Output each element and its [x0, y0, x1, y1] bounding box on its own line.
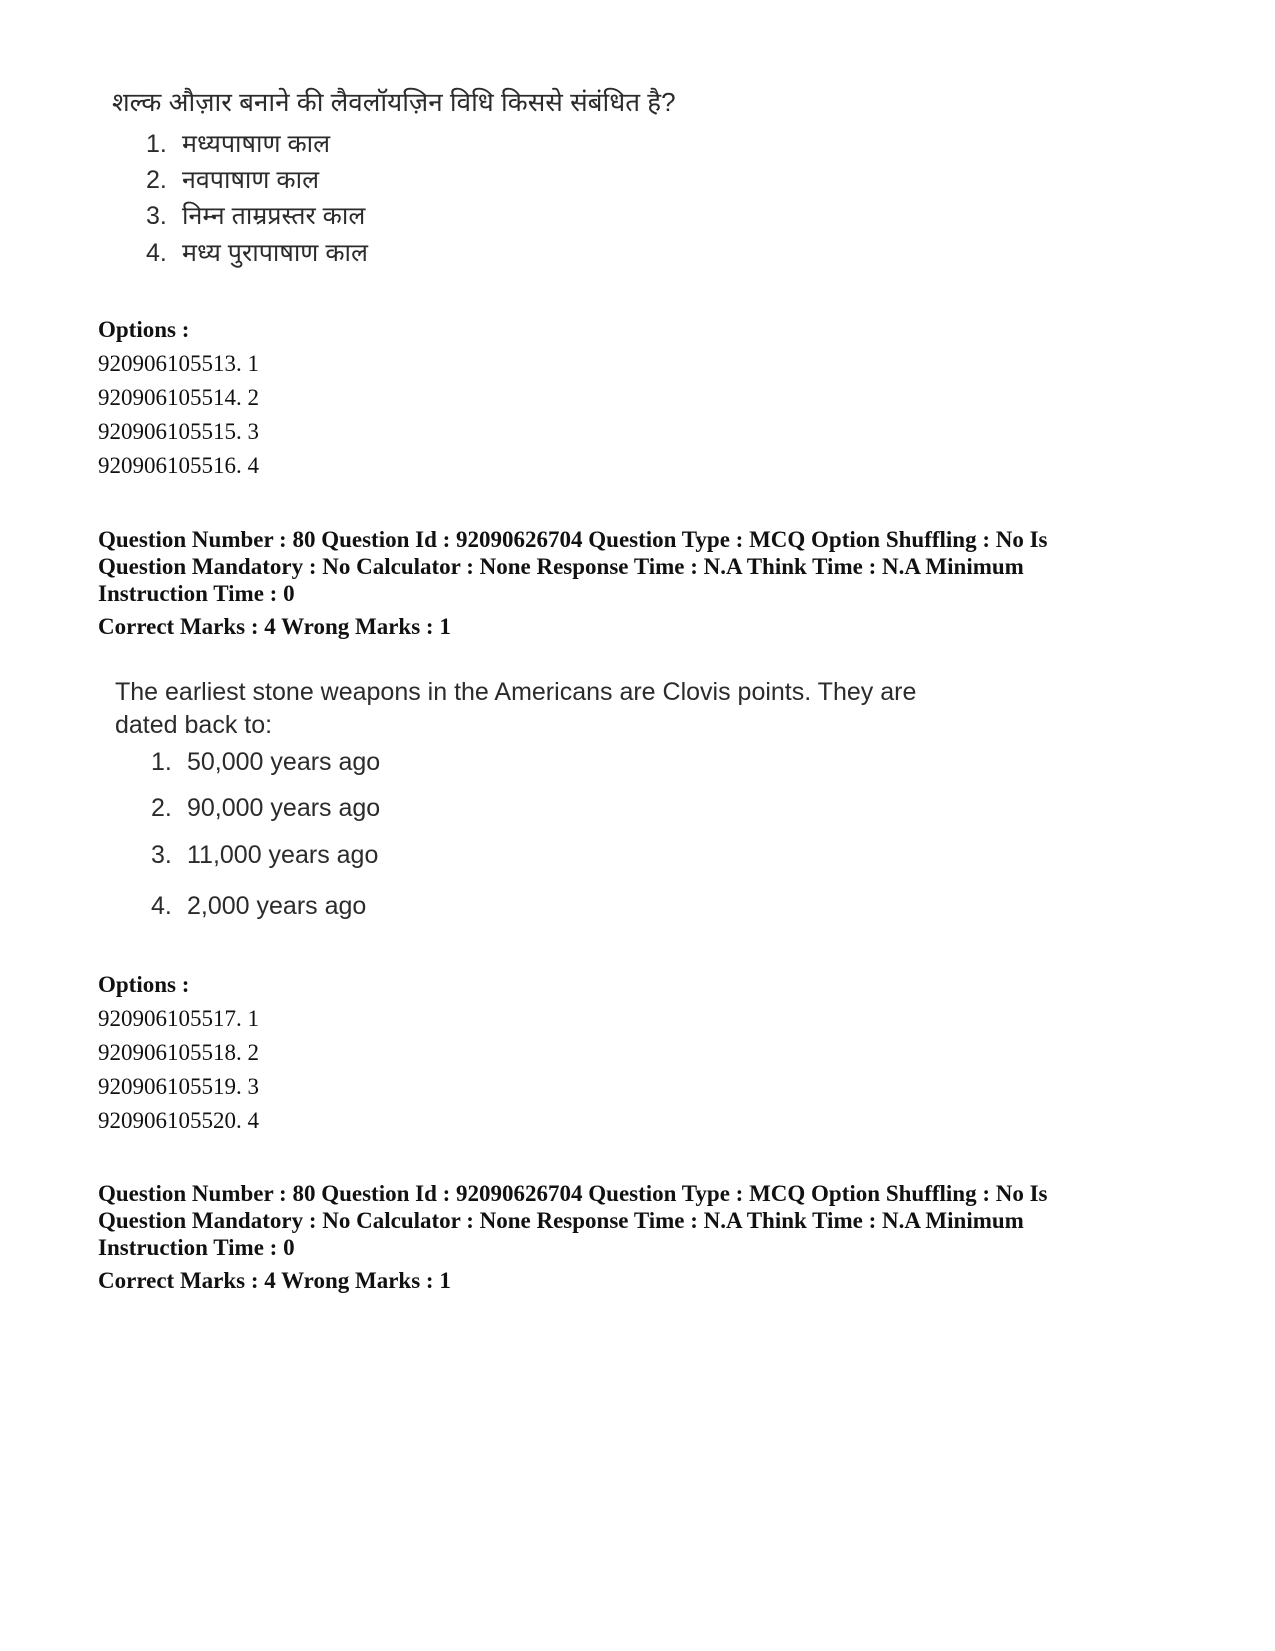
option-item: 920906105513. 1 — [98, 351, 259, 376]
choice-item — [146, 126, 330, 160]
choice-text: नवपाषाण काल — [182, 166, 320, 194]
choice-item — [151, 841, 378, 870]
question-image-hindi — [112, 86, 912, 286]
options-label: Options : — [98, 972, 190, 997]
choice-item — [151, 892, 366, 921]
choice-item — [146, 162, 319, 196]
choice-item — [151, 794, 380, 823]
choice-item — [146, 198, 365, 232]
options-block — [98, 313, 259, 483]
meta-line: Question Number : 80 Question Id : 92090626704 Question Type : MCQ Option Shuffling : No Is — [98, 527, 1048, 552]
choice-number: 4. — [146, 239, 167, 267]
choice-number: 3. — [146, 202, 167, 230]
option-item: 920906105518. 2 — [98, 1040, 259, 1065]
question-text: शल्क औज़ार बनाने की लैवलॉयज़िन विधि किससे संबंधित है? — [112, 87, 676, 117]
option-item: 920906105519. 3 — [98, 1074, 259, 1099]
meta-line: Question Number : 80 Question Id : 92090626704 Question Type : MCQ Option Shuffling : No Is — [98, 1181, 1048, 1206]
question-text — [115, 676, 935, 742]
choice-text: मध्यपाषाण काल — [182, 130, 331, 158]
question-line: The earliest stone weapons in the Americans are Clovis points. They are — [115, 678, 917, 706]
choice-text: 90,000 years ago — [187, 794, 381, 822]
question-line: dated back to: — [115, 711, 273, 739]
options-block — [98, 968, 259, 1138]
choice-text: 50,000 years ago — [187, 748, 381, 776]
choice-item — [151, 748, 380, 777]
question-meta — [98, 1180, 1188, 1294]
choice-item — [146, 235, 368, 269]
option-item: 920906105517. 1 — [98, 1006, 259, 1031]
marks-line: Correct Marks : 4 Wrong Marks : 1 — [98, 614, 451, 639]
choice-number: 1. — [151, 748, 172, 776]
choice-number: 2. — [151, 794, 172, 822]
meta-line: Question Mandatory : No Calculator : None Response Time : N.A Think Time : N.A Minimum — [98, 554, 1024, 579]
marks-line: Correct Marks : 4 Wrong Marks : 1 — [98, 1268, 451, 1293]
option-item: 920906105516. 4 — [98, 453, 259, 478]
meta-line: Question Mandatory : No Calculator : None Response Time : N.A Think Time : N.A Minimum — [98, 1208, 1024, 1233]
choice-text: निम्न ताम्रप्रस्तर काल — [182, 202, 366, 230]
option-item: 920906105515. 3 — [98, 419, 259, 444]
options-label: Options : — [98, 317, 190, 342]
option-item: 920906105514. 2 — [98, 385, 259, 410]
choice-text: मध्य पुरापाषाण काल — [182, 239, 368, 267]
choice-number: 3. — [151, 841, 172, 869]
option-item: 920906105520. 4 — [98, 1108, 259, 1133]
choice-text: 2,000 years ago — [187, 892, 367, 920]
choice-number: 2. — [146, 166, 167, 194]
meta-line: Instruction Time : 0 — [98, 581, 295, 606]
question-meta — [98, 526, 1188, 640]
question-image-english — [115, 676, 1015, 936]
choice-text: 11,000 years ago — [187, 841, 379, 869]
meta-line: Instruction Time : 0 — [98, 1235, 295, 1260]
choice-number: 1. — [146, 130, 167, 158]
choice-number: 4. — [151, 892, 172, 920]
